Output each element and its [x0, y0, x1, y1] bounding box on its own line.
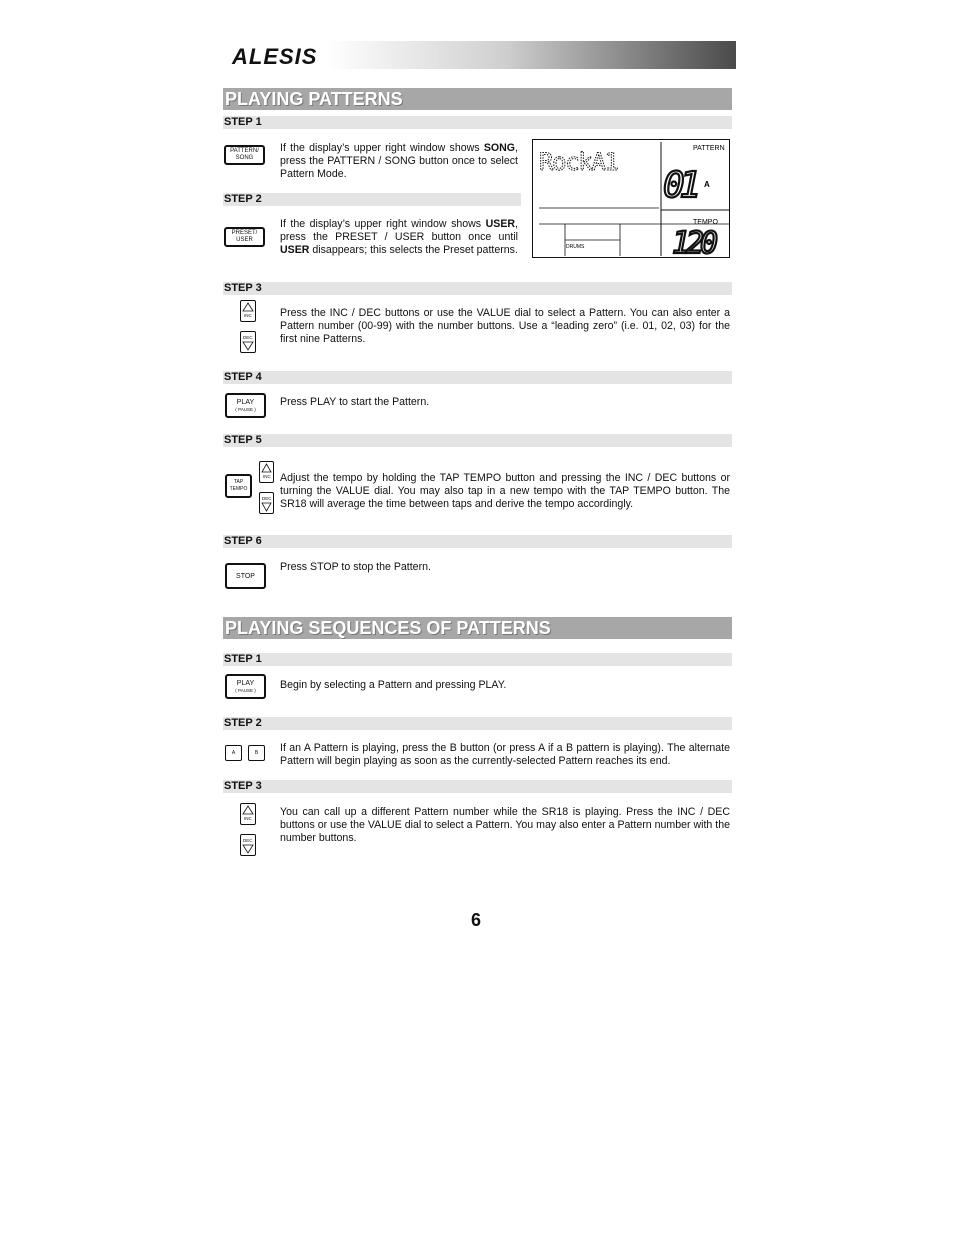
b-button: B — [248, 745, 265, 761]
play-label: PLAY — [236, 398, 255, 406]
lcd-display — [532, 139, 730, 258]
lcd-pattern-number: 01 — [663, 165, 701, 206]
inc-button — [240, 300, 256, 322]
inc-button — [259, 461, 274, 483]
step-header: STEP 2 — [223, 717, 732, 730]
play-button — [225, 393, 266, 418]
lcd-pattern-name: RockA1 — [539, 148, 619, 176]
dec-button — [259, 492, 274, 514]
pattern-song-button — [224, 145, 265, 165]
tempo-label: TEMPO — [229, 486, 248, 492]
preset-user-label-1: PRESET/ — [231, 230, 258, 236]
section-title-playing-sequences: PLAYING SEQUENCES OF PATTERNS — [223, 617, 732, 639]
step-text: You can call up a different Pattern number while the SR18 is playing. Press the INC / DEC buttons or use the VALUE dial to select a Pattern. You may also enter a Pattern number with the number buttons. — [280, 806, 730, 844]
dec-label: DEC — [243, 838, 253, 843]
tap-tempo-button — [225, 474, 252, 498]
preset-user-button — [224, 227, 265, 247]
step-header: STEP 2 — [223, 193, 521, 206]
step-header: STEP 5 — [223, 434, 732, 447]
dec-label: DEC — [262, 496, 272, 501]
step-text: If an A Pattern is playing, press the B button (or press A if a B pattern is playing). The alternate Pattern will begin playing as soon as the currently-selected Pattern reaches its end. — [280, 742, 730, 767]
step-header: STEP 6 — [223, 535, 732, 548]
lcd-kit-label: DRUMS — [566, 244, 585, 250]
dec-button — [240, 834, 256, 856]
lcd-graphic — [533, 140, 729, 257]
lcd-pattern-label: PATTERN — [693, 145, 725, 152]
step-header: STEP 3 — [223, 780, 732, 793]
step-text: If the display’s upper right window shows SONG, press the PATTERN / SONG button once to select Pattern Mode. — [280, 142, 518, 180]
stop-label: STOP — [236, 572, 255, 580]
play-label: PLAY — [236, 679, 255, 687]
step-text: If the display’s upper right window shows USER, press the PRESET / USER button once until USER disappears; this selects the Preset patterns. — [280, 218, 518, 256]
inc-label: INC — [244, 816, 252, 821]
pattern-song-label-1: PATTERN/ — [230, 148, 259, 154]
up-arrow-icon — [260, 462, 273, 482]
dec-button — [240, 331, 256, 353]
pattern-song-label-2: SONG — [235, 155, 254, 161]
stop-button — [225, 563, 266, 589]
step-text: Begin by selecting a Pattern and pressing PLAY. — [280, 679, 507, 691]
step-text: Adjust the tempo by holding the TAP TEMPO button and pressing the INC / DEC buttons or turning the VALUE dial. You may also tap in a new tempo with the TAP TEMPO button. The SR18 will average the time between taps and derive the tempo accordingly. — [280, 472, 730, 510]
pause-label: ( PAUSE ) — [235, 687, 256, 693]
up-arrow-icon — [241, 301, 255, 321]
alesis-logo: ALESIS — [232, 44, 318, 69]
lcd-variation: A — [704, 180, 710, 189]
section-title-playing-patterns: PLAYING PATTERNS — [223, 88, 732, 110]
up-arrow-icon — [241, 804, 255, 824]
page-number: 6 — [471, 910, 482, 930]
step-header: STEP 3 — [223, 282, 732, 295]
step-text: Press STOP to stop the Pattern. — [280, 561, 431, 573]
pause-label: ( PAUSE ) — [235, 406, 256, 412]
inc-label: INC — [244, 313, 252, 318]
step-header: STEP 4 — [223, 371, 732, 384]
lcd-tempo: 120 — [672, 226, 718, 257]
step-header: STEP 1 — [223, 653, 732, 666]
inc-label: INC — [263, 474, 271, 479]
step-header: STEP 1 — [223, 116, 732, 129]
a-button: A — [225, 745, 242, 761]
lcd-tempo-label: TEMPO — [693, 219, 718, 226]
tap-label: TAP — [233, 479, 244, 485]
inc-button — [240, 803, 256, 825]
step-text: Press PLAY to start the Pattern. — [280, 396, 430, 408]
preset-user-label-2: USER — [236, 237, 253, 243]
play-button — [225, 674, 266, 699]
step-text: Press the INC / DEC buttons or use the VALUE dial to select a Pattern. You can also enter a Pattern number (00-99) with the number buttons. Use a “leading zero” (i.e. 01, 02, 03) for the first nine Patterns. — [280, 307, 730, 345]
dec-label: DEC — [243, 335, 253, 340]
